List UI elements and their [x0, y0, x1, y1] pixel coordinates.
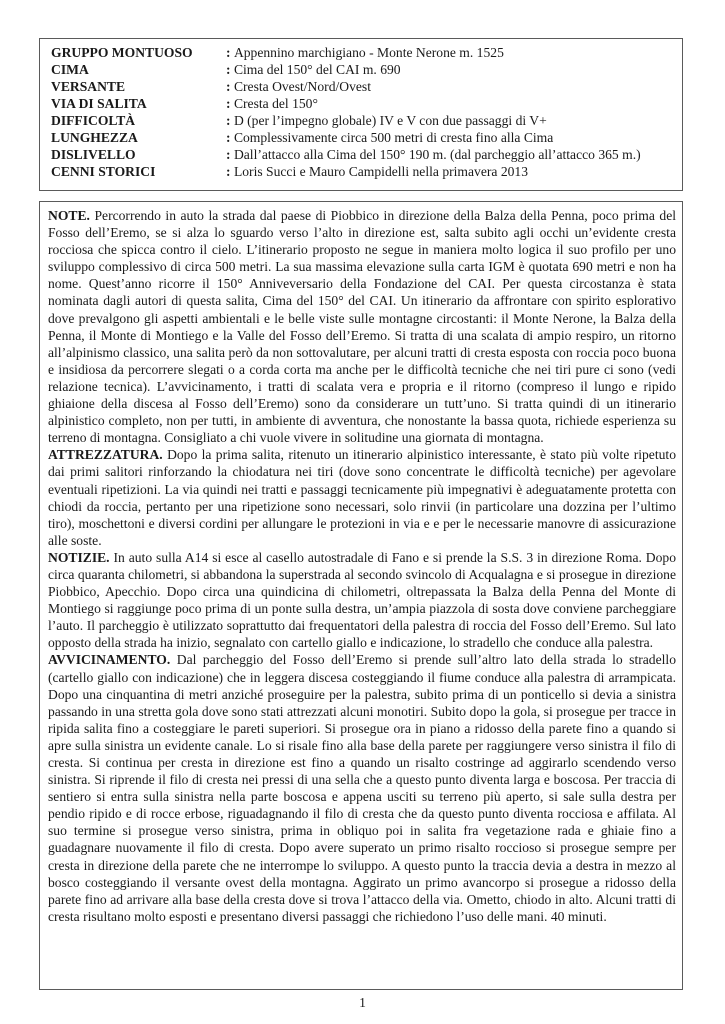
info-value: Cima del 150° del CAI m. 690 [233, 62, 401, 77]
section-heading: NOTE. [48, 208, 90, 223]
info-separator: : [226, 113, 234, 128]
info-value: Dall’attacco alla Cima del 150° 190 m. (dal parcheggio all’attacco 365 m.) [233, 147, 641, 162]
route-description-box [39, 201, 683, 990]
section-body: Dal parcheggio del Fosso dell’Eremo si prende sull’altro lato della strada lo stradello (cartello giallo con indicazione) che in leggera discesa costeggiando il fiume conduce alla palestra di arrampicata. Dopo una cinquantina di metri anziché proseguire per la palestra, subito prima di un ponticello si devia a sinistra passando in una stretta gola dove sono stati attrezzati alcuni monotiri. Subito dopo la gola, si prosegue per tracce in ripida salita fino a costeggiare le pareti superiori. Si prosegue ora in piano a ridosso della parete fino a quando si apre sulla sinistra un evidente canale. Lo si risale fino alla base della parete per raggiungere verso sinistra il filo di cresta. Si continua per cresta in direzione est fino a quando un risalto costringe ad aggirarlo scendendo verso sinistra. Si riprende il filo di cresta nei pressi di una sella che a questo punto diventa larga e boscosa. Per traccia di sentiero si entra sulla sinistra nella parte boscosa e appena usciti su terreno più aperto, si sale sulla destra per pendio ripido e di rocce erbose, riguadagnando il filo di cresta che da questo punto diventa rocciosa e affilata. Al suo termine si prosegue verso sinistra, prima in obliquo poi in salita fra vegetazione rada e ghiaie fino a guadagnare nuovamente il filo di cresta. Dopo avere superato un primo risalto roccioso si prosegue sempre per cresta in direzione della parete che ne interrompe lo sviluppo. A questo punto la traccia devia a destra in mezzo al bosco costeggiando il versante ovest della montagna. Aggirato un primo avancorpo si prosegue a ridosso della parete fino ad arrivare alla base della cresta dove si trova l’attacco della via. Ometto, chiodo in alto. Alcuni tratti di cresta risultano molto esposti e presentano diversi passaggi che richiedono l’uso delle mani. 40 minuti. [48, 652, 676, 924]
section-body: In auto sulla A14 si esce al casello autostradale di Fano e si prende la S.S. 3 in direzione Roma. Dopo circa quaranta chilometri, si abbandona la superstrada al secondo svincolo di Acqualagna e si prosegue in direzione Piobbico, Apecchio. Dopo circa una quindicina di chilometri, oltrepassata la Balza della Penna del Monte di Montiego si raggiunge poco prima di un ponte sulla destra, un’ampia piazzola di sosta dove conviene parcheggiare l’auto. Il parcheggio è utilizzato soprattutto dai frequentatori della palestra di roccia del Fosso dell’Eremo. Sul lato opposto della strada ha inizio, segnalato con cartello giallo e indicazione, lo stradello che conduce alla palestra. [48, 549, 676, 651]
info-value: Loris Succi e Mauro Campidelli nella primavera 2013 [233, 164, 529, 179]
section-heading: NOTIZIE. [48, 549, 110, 565]
info-separator: : [226, 96, 234, 111]
section-heading: AVVICINAMENTO. [48, 652, 171, 668]
info-separator: : [226, 147, 234, 162]
section-avvicinamento [48, 651, 676, 925]
info-label: DIFFICOLTÀ [51, 113, 136, 128]
info-label: VERSANTE [51, 79, 126, 94]
info-separator: : [226, 45, 234, 60]
section-notizie [48, 549, 676, 652]
info-separator: : [226, 62, 234, 77]
info-separator: : [226, 164, 234, 179]
info-label: CENNI STORICI [51, 164, 156, 179]
info-label: DISLIVELLO [51, 147, 136, 162]
page-number: 1 [359, 995, 366, 1010]
info-label: VIA DI SALITA [51, 96, 147, 111]
section-attrezzatura [48, 446, 676, 549]
info-separator: : [226, 79, 234, 94]
info-label: CIMA [51, 62, 89, 77]
info-label: LUNGHEZZA [51, 130, 138, 145]
section-body: Dopo la prima salita, ritenuto un itinerario alpinistico interessante, è stato più volte ripetuto dai primi salitori rinforzando la chiodatura nei tiri (dove sono concentrate le difficoltà tecniche) per agevolare eventuali ripetizioni. La via quindi nei tratti e passaggi tecnicamente più impegnativi è adeguatamente protetta con chiodi da roccia, pertanto per una ripetizione sono necessari, solo rinvii (in particolare una dozzina per l’ultimo tiro), moschettoni e diversi cordini per allungare le protezioni in via e e per le necessarie manovre di assicurazione alle soste. [48, 447, 676, 548]
info-value: D (per l’impegno globale) IV e V con due passaggi di V+ [233, 113, 547, 128]
section-note [48, 207, 676, 446]
info-value: Cresta Ovest/Nord/Ovest [233, 79, 371, 94]
section-heading: ATTREZZATURA. [48, 447, 163, 463]
description-text [48, 207, 676, 925]
info-label: GRUPPO MONTUOSO [51, 45, 193, 60]
route-info-box [39, 38, 683, 191]
section-body: Percorrendo in auto la strada dal paese di Piobbico in direzione della Balza della Penna, poco prima del Fosso dell’Eremo, se si alza lo sguardo verso l’alto in direzione est, salta subito agli occhi un’evidente cresta rocciosa che spicca contro il cielo. L’itinerario proposto ne segue in maniera molto logica il suo profilo per uno sviluppo complessivo di circa 500 metri. La sua massima elevazione sulla carta IGM è quotata 690 metri e non ha nome. Quest’anno ricorre il 150° Anniveversario della Fondazione del CAI. Per questa circostanza è stata nominata dagli autori di questa salita, Cima del 150° del CAI. Un itinerario da affrontare con spirito esplorativo dove prevalgono gli aspetti ambientali e le belle viste sulle montagne circostanti: il Monte Nerone, la Balza della Penna, il Monte di Montiego e la Valle del Fosso dell’Eremo. Si tratta di una scalata di ampio respiro, un ritorno all’alpinismo classico, una salita però da non sottovalutare, per alcuni tratti di cresta esposta con roccia poco buona e insidiosa da percorrere slegati o a corda corta ma anche per le difficoltà tecniche che nei tiri pure ci sono (vedi relazione tecnica). L’avvicinamento, i tratti di scalata vera e propria e il ritorno (compreso il lungo e ripido ghiaione della discesa al Fosso dell’Eremo) sono da considerare un tutt’uno. Si tratta quindi di un itinerario alpinistico completo, non per tutti, in ambiente di avventura, che nonostante la bassa quota, richiede esperienza su terreno di montagna. Consigliato a chi vuole vivere in solitudine una giornata di montagna. [48, 208, 676, 446]
info-value: Appennino marchigiano - Monte Nerone m. 1525 [233, 45, 504, 60]
info-separator: : [226, 130, 234, 145]
info-value: Complessivamente circa 500 metri di cresta fino alla Cima [233, 130, 554, 145]
info-value: Cresta del 150° [233, 96, 318, 111]
